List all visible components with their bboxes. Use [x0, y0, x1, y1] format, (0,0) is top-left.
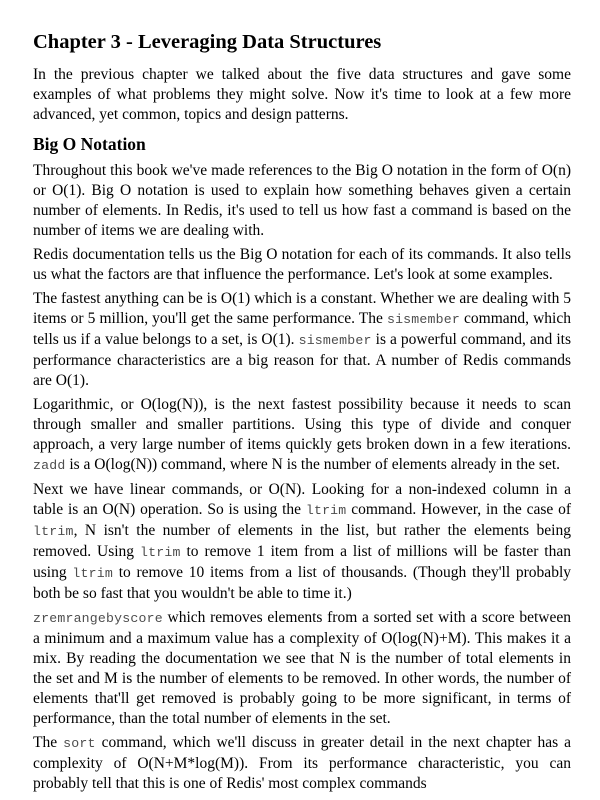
- inline-code: sort: [63, 736, 96, 751]
- chapter-title: Chapter 3 - Leveraging Data Structures: [33, 31, 382, 53]
- paragraph-linear: Next we have linear commands, or O(N). Looking for a non-indexed column in a table is an O(N) operation. So is using the ltrim command. However, in the case of ltrim, N isn't the number of elements in the list, but rather the elements being removed. Using ltrim to remove 1 item from a list of millions will be faster than using ltrim to remove 10 items from a list of thousands. (Though they'll probably both be so fast that you wouldn't be able to time it.): [33, 481, 571, 602]
- inline-code: ltrim: [33, 524, 74, 539]
- inline-code: ltrim: [72, 566, 113, 581]
- paragraph-sort-command: The sort command, which we'll discuss in greater detail in the next chapter has a complexity of O(N+M*log(M)). From its performance characteristic, you can probably tell that this is one of Redis' most complex commands: [33, 734, 572, 792]
- paragraph-redis-documentation: Redis documentation tells us the Big O notation for each of its commands. It also tells us what the factors are that influence the performance. Let's look at some examples.: [33, 246, 571, 283]
- inline-code: ltrim: [305, 503, 347, 518]
- paragraph-big-o-intro: Throughout this book we've made references to the Big O notation in the form of O(n) or O(1). Big O notation is used to explain how something behaves given a certain number of elements. In Redis, it's used to tell us how fast a command is based on the number of items we are dealing with.: [33, 162, 571, 239]
- paragraph-constant-time: The fastest anything can be is O(1) which is a constant. Whether we are dealing with 5 items or 5 million, you'll get the same performance. The sismember command, which tells us if a value belongs to a set, is O(1). sismember is a powerful command, and its performance characteristics are a big reason for that. A number of Redis commands are O(1).: [33, 290, 571, 389]
- inline-code: zadd: [33, 458, 66, 473]
- inline-code: ltrim: [140, 545, 181, 560]
- section-heading-big-o-notation: Big O Notation: [33, 134, 146, 154]
- inline-code: sismember: [298, 333, 372, 348]
- intro-paragraph: In the previous chapter we talked about the five data structures and gave some examples of what problems they might solve. Now it's time to look at a few more advanced, yet common, topics and design patterns.: [33, 66, 571, 123]
- paragraph-zremrangebyscore: zremrangebyscore which removes elements from a sorted set with a score between a minimum and a maximum value has a complexity of O(log(N)+M). This makes it a mix. By reading the documentation we see that N is the number of total elements in the set and M is the number of elements to be removed. In other words, the number of elements that'll get removed is probably going to be more significant, in terms of performance, than the total number of elements in the set.: [33, 609, 571, 727]
- inline-code: sismember: [386, 312, 460, 327]
- paragraph-logarithmic: Logarithmic, or O(log(N)), is the next fastest possibility because it needs to scan through smaller and smaller partitions. Using this type of divide and conquer approach, a very large number of items quickly gets broken down in a few iterations. zadd is a O(log(N)) command, where N is the number of elements already in the set.: [33, 396, 571, 473]
- inline-code: zremrangebyscore: [33, 611, 163, 626]
